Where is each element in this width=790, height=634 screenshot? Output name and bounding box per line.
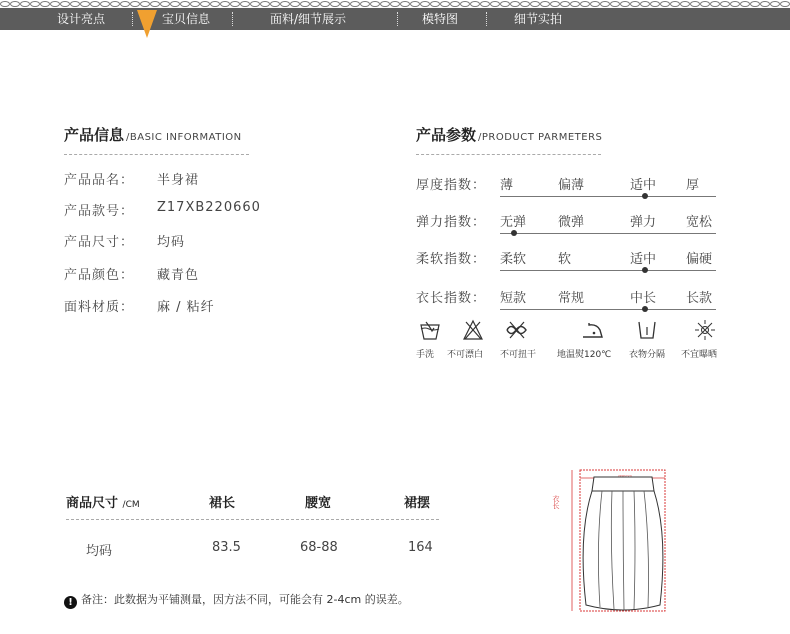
size-header-length: 裙长 — [209, 496, 236, 511]
chain-link — [341, 2, 350, 7]
chain-link — [11, 2, 20, 7]
param-label: 衣长指数： — [416, 291, 487, 306]
size-cell: 164 — [408, 540, 433, 555]
product-info-title-en: /BASIC INFORMATION — [126, 132, 242, 143]
size-cell: 83.5 — [212, 540, 241, 555]
info-value-material: 麻 / 粘纤 — [157, 300, 215, 315]
chain-link — [81, 2, 90, 7]
product-params-title-text: 产品参数 — [416, 126, 477, 144]
param-option: 短款 — [500, 291, 527, 306]
chain-link — [331, 2, 340, 7]
chain-link — [221, 2, 230, 7]
chain-link — [381, 2, 390, 7]
chain-link — [101, 2, 110, 7]
chain-link — [581, 2, 590, 7]
chain-link — [671, 2, 680, 7]
measurement-note — [64, 591, 409, 609]
chain-link — [441, 2, 450, 7]
info-label-size: 产品尺寸： — [64, 235, 135, 250]
info-value-name: 半身裙 — [157, 173, 200, 188]
param-option: 偏薄 — [558, 178, 585, 193]
chain-link — [551, 2, 560, 7]
chain-link — [391, 2, 400, 7]
chain-link — [141, 2, 150, 7]
chain-link — [631, 2, 640, 7]
param-option: 适中 — [630, 252, 657, 267]
tab-separator — [132, 12, 133, 26]
care-label: 手洗 — [416, 350, 435, 360]
chain-link — [761, 2, 770, 7]
chain-link — [741, 2, 750, 7]
param-label: 厚度指数： — [416, 178, 487, 193]
param-scale-line — [500, 233, 716, 234]
chain-link — [771, 2, 780, 7]
care-label: 地温熨120℃ — [557, 350, 612, 360]
size-cell: 均码 — [86, 544, 113, 559]
tab-separator — [486, 12, 487, 26]
product-info-title-text: 产品信息 — [64, 126, 125, 144]
param-option: 长款 — [686, 291, 713, 306]
chain-link — [281, 2, 290, 7]
chain-link — [561, 2, 570, 7]
chain-link — [231, 2, 240, 7]
chain-link — [481, 2, 490, 7]
chain-link — [1, 2, 10, 7]
chain-link — [191, 2, 200, 7]
divider — [64, 154, 249, 155]
product-params-title — [416, 124, 602, 145]
chain-link — [321, 2, 330, 7]
chain-link — [71, 2, 80, 7]
no-bleach-icon — [462, 319, 484, 341]
chain-link — [161, 2, 170, 7]
chain-link — [601, 2, 610, 7]
tab-design-highlights[interactable]: 设计亮点 — [57, 12, 106, 26]
chain-link — [661, 2, 670, 7]
care-label: 不可漂白 — [447, 350, 484, 360]
chain-link — [151, 2, 160, 7]
chain-link — [751, 2, 760, 7]
care-label: 不可扭干 — [500, 350, 537, 360]
chain-link — [211, 2, 220, 7]
chain-link — [251, 2, 260, 7]
chain-link — [431, 2, 440, 7]
param-option: 柔软 — [500, 252, 527, 267]
size-header-hem: 裙摆 — [404, 496, 431, 511]
chain-link — [591, 2, 600, 7]
length-label: 衣长 — [552, 495, 560, 509]
chain-link — [271, 2, 280, 7]
tab-model-photos[interactable]: 模特图 — [422, 12, 459, 26]
chain-link — [621, 2, 630, 7]
info-label-material: 面料材质： — [64, 300, 135, 315]
chain-link — [41, 2, 50, 7]
chain-link — [401, 2, 410, 7]
chain-link — [371, 2, 380, 7]
separate-wash-icon — [636, 319, 658, 341]
chain-link — [21, 2, 30, 7]
param-option: 薄 — [500, 178, 514, 193]
chain-link — [91, 2, 100, 7]
size-header-size — [66, 492, 140, 511]
param-scale-line — [500, 270, 716, 271]
chain-link — [521, 2, 530, 7]
chain-link — [641, 2, 650, 7]
size-header-waist: 腰宽 — [305, 496, 332, 511]
chain-link — [31, 2, 40, 7]
info-value-color: 藏青色 — [157, 268, 200, 283]
chain-link — [311, 2, 320, 7]
skirt-waistband — [592, 477, 654, 491]
info-label-style-no: 产品款号： — [64, 204, 135, 219]
chain-link — [181, 2, 190, 7]
chain-link — [351, 2, 360, 7]
chain-link — [611, 2, 620, 7]
param-option: 适中 — [630, 178, 657, 193]
chain-link — [291, 2, 300, 7]
chain-link — [711, 2, 720, 7]
tab-product-info[interactable]: 宝贝信息 — [162, 12, 211, 26]
chain-link — [491, 2, 500, 7]
chain-link — [471, 2, 480, 7]
chain-link — [421, 2, 430, 7]
chain-link — [111, 2, 120, 7]
decorative-chain-border — [0, 0, 790, 8]
care-label: 衣物分隔 — [629, 350, 666, 360]
param-option: 无弹 — [500, 215, 527, 230]
param-scale-marker — [642, 306, 648, 312]
chain-link — [201, 2, 210, 7]
exclamation-icon: ! — [64, 596, 77, 609]
param-label: 弹力指数： — [416, 215, 487, 230]
chain-link — [681, 2, 690, 7]
chain-link — [721, 2, 730, 7]
chain-link — [121, 2, 130, 7]
nav-tab-bar — [0, 8, 790, 30]
size-header-size-text: 商品尺寸 — [66, 496, 119, 511]
chain-link — [701, 2, 710, 7]
chain-link — [51, 2, 60, 7]
hand-wash-icon — [419, 319, 441, 341]
chain-link — [451, 2, 460, 7]
chain-link — [781, 2, 790, 7]
low-iron-icon — [581, 319, 603, 341]
param-option: 微弹 — [558, 215, 585, 230]
chain-link — [361, 2, 370, 7]
param-scale-line — [500, 196, 716, 197]
info-label-name: 产品品名： — [64, 173, 135, 188]
chain-link — [531, 2, 540, 7]
param-option: 中长 — [630, 291, 657, 306]
info-label-color: 产品颜色： — [64, 268, 135, 283]
product-info-title — [64, 124, 242, 145]
param-option: 厚 — [686, 178, 700, 193]
param-option: 偏硬 — [686, 252, 713, 267]
chain-link — [501, 2, 510, 7]
product-params-title-en: /PRODUCT PARMETERS — [478, 132, 603, 143]
size-cell: 68-88 — [300, 540, 338, 555]
chain-link — [691, 2, 700, 7]
divider — [416, 154, 601, 155]
param-option: 弹力 — [630, 215, 657, 230]
chain-link — [571, 2, 580, 7]
no-sun-icon — [694, 319, 716, 341]
param-scale-marker — [642, 267, 648, 273]
care-label: 不宜曝晒 — [681, 350, 718, 360]
chain-link — [731, 2, 740, 7]
chain-link — [301, 2, 310, 7]
chain-link — [651, 2, 660, 7]
note-text: 备注：此数据为平铺测量，因方法不同，可能会有 2-4cm 的误差。 — [81, 593, 409, 606]
chain-link — [171, 2, 180, 7]
param-option: 宽松 — [686, 215, 713, 230]
param-scale-marker — [642, 193, 648, 199]
param-scale-marker — [511, 230, 517, 236]
size-header-unit: /CM — [122, 500, 140, 510]
chain-link — [511, 2, 520, 7]
param-scale-line — [500, 309, 716, 310]
tab-fabric-details[interactable]: 面料/细节展示 — [270, 12, 347, 26]
info-value-size: 均码 — [157, 235, 186, 250]
divider — [66, 519, 439, 520]
param-label: 柔软指数： — [416, 252, 487, 267]
no-wring-icon — [505, 319, 527, 341]
chain-link — [61, 2, 70, 7]
skirt-diagram — [548, 465, 678, 615]
chain-link — [261, 2, 270, 7]
chain-link — [461, 2, 470, 7]
active-tab-pointer-icon — [137, 10, 157, 38]
chain-link — [241, 2, 250, 7]
info-value-style-no: Z17XB220660 — [157, 200, 261, 215]
chain-link — [411, 2, 420, 7]
param-option: 常规 — [558, 291, 585, 306]
chain-link — [131, 2, 140, 7]
tab-detail-shots[interactable]: 细节实拍 — [514, 12, 563, 26]
tab-separator — [397, 12, 398, 26]
chain-link — [541, 2, 550, 7]
tab-separator — [232, 12, 233, 26]
param-option: 软 — [558, 252, 572, 267]
